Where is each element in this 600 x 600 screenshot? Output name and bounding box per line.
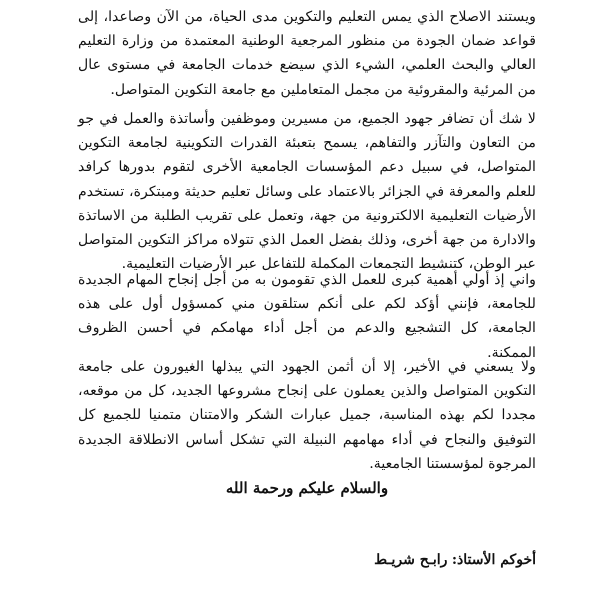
document-page — [78, 0, 536, 600]
signature-block — [374, 552, 536, 568]
closing-greeting: والسلام عليكم ورحمة الله — [225, 479, 389, 497]
paragraph-support-commitment: واني إذ أولي أهمية كبرى للعمل الذي تقومون به من أجل إنجاح المهام الجديدة للجامعة، فإنني أؤكد لكم على أنكم ستلقون مني كمسؤول أول على هذه الجامعة، كل التشجيع والدعم من أجل أداء مهامكم في أحسن الظروف الممكنة. — [78, 272, 536, 361]
signature-title: أخوكم الأستاذ: — [451, 552, 536, 568]
paragraph-acknowledgement: ولا يسعني في الأخير، إلا أن أثمن الجهود التي يبذلها الغيورون على جامعة التكوين المتواصل والذين يعملون على إنجاح مشروعها الجديد، كل من موقعه، مجددا لكم بهذه المناسبة، جميل عبارات الشكر والامتنان متمنيا للجميع كل التوفيق والنجاح في أداء مهامهم النبيلة التي تشكل أساس الانطلاقة الجديدة المرجوة لمؤسستنا الجامعية. — [78, 359, 536, 472]
paragraph-quality-reform: ويستند الاصلاح الذي يمس التعليم والتكوين مدى الحياة، من الآن وصاعدا، إلى قواعد ضمان الجودة من منظور المرجعية الوطنية المعتمدة من وزارة التعليم العالي والبحث العلمي، الشيء الذي سيضع خدمات الجامعة في مستوى عال من المرئية والمقروئية من مجمل المتعاملين مع جامعة التكوين المتواصل. — [78, 9, 536, 98]
signature-name: رابـح شريـط — [374, 552, 448, 568]
paragraph-joint-efforts: لا شك أن تضافر جهود الجميع، من مسيرين وموظفين وأساتذة والعمل في جو من التعاون والتآزر والتفاهم، يسمح بتعبئة القدرات التكوينية لجامعة التكوين المتواصل، في سبيل دعم المؤسسات الجامعية الأخرى لتقوم بدورها كرافد للعلم والمعرفة في الجزائر بالاعتماد على وسائل تعليم حديثة ومبتكرة، تستخدم الأرضيات التعليمية الالكترونية من جهة، وتعمل على تقريب الطلبة من الاساتذة والادارة من جهة أخرى، وذلك بفضل العمل الذي تتولاه مراكز التكوين المتواصل عبر الوطن، كتنشيط التجمعات المكملة للتفاعل عبر الأرضيات التعليمية. — [78, 111, 536, 273]
